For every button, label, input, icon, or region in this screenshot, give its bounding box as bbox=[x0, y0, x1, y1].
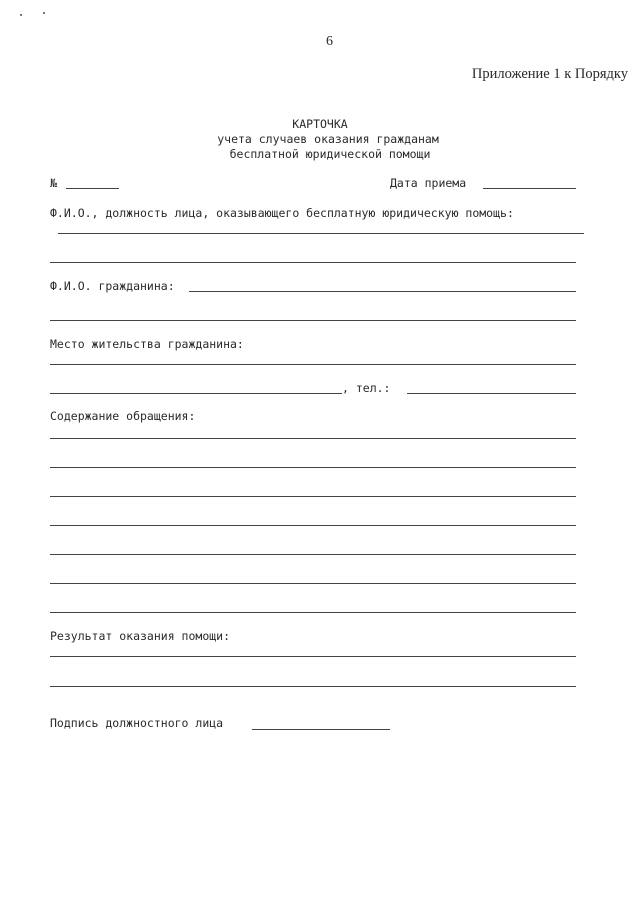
page-number: 6 bbox=[326, 34, 333, 49]
content-field-line[interactable] bbox=[50, 525, 576, 526]
content-field-line[interactable] bbox=[50, 438, 576, 439]
residence-label: Место жительства гражданина: bbox=[50, 337, 244, 351]
phone-field[interactable] bbox=[407, 393, 576, 394]
scan-speck bbox=[43, 12, 45, 14]
number-label: № bbox=[50, 176, 57, 190]
content-field-line[interactable] bbox=[50, 467, 576, 468]
citizen-label: Ф.И.О. гражданина: bbox=[50, 279, 175, 293]
scan-speck bbox=[20, 14, 22, 16]
document-title: КАРТОЧКА bbox=[292, 117, 348, 131]
document-subtitle-1: учета случаев оказания гражданам bbox=[217, 132, 439, 146]
official-field-line-1[interactable] bbox=[58, 233, 584, 234]
citizen-field-line-1[interactable] bbox=[189, 291, 576, 292]
residence-field-line-1[interactable] bbox=[50, 364, 576, 365]
result-field-line-2[interactable] bbox=[50, 686, 576, 687]
content-field-line[interactable] bbox=[50, 583, 576, 584]
citizen-field-line-2[interactable] bbox=[50, 320, 576, 321]
content-field-line[interactable] bbox=[50, 496, 576, 497]
residence-field-line-2[interactable] bbox=[50, 393, 342, 394]
content-field-line[interactable] bbox=[50, 612, 576, 613]
appendix-label: Приложение 1 к Порядку bbox=[471, 66, 628, 82]
number-field[interactable] bbox=[66, 188, 119, 189]
result-field-line-1[interactable] bbox=[50, 656, 576, 657]
official-label: Ф.И.О., должность лица, оказывающего бесплатную юридическую помощь: bbox=[50, 206, 514, 220]
signature-field[interactable] bbox=[252, 729, 390, 730]
content-field-line[interactable] bbox=[50, 554, 576, 555]
date-label: Дата приема bbox=[390, 176, 467, 190]
official-field-line-2[interactable] bbox=[50, 262, 576, 263]
document-subtitle-2: бесплатной юридической помощи bbox=[229, 147, 431, 161]
content-label: Содержание обращения: bbox=[50, 409, 196, 423]
result-label: Результат оказания помощи: bbox=[50, 629, 231, 643]
date-field[interactable] bbox=[483, 188, 576, 189]
signature-label: Подпись должностного лица bbox=[50, 716, 224, 730]
phone-label: , тел.: bbox=[342, 381, 391, 395]
